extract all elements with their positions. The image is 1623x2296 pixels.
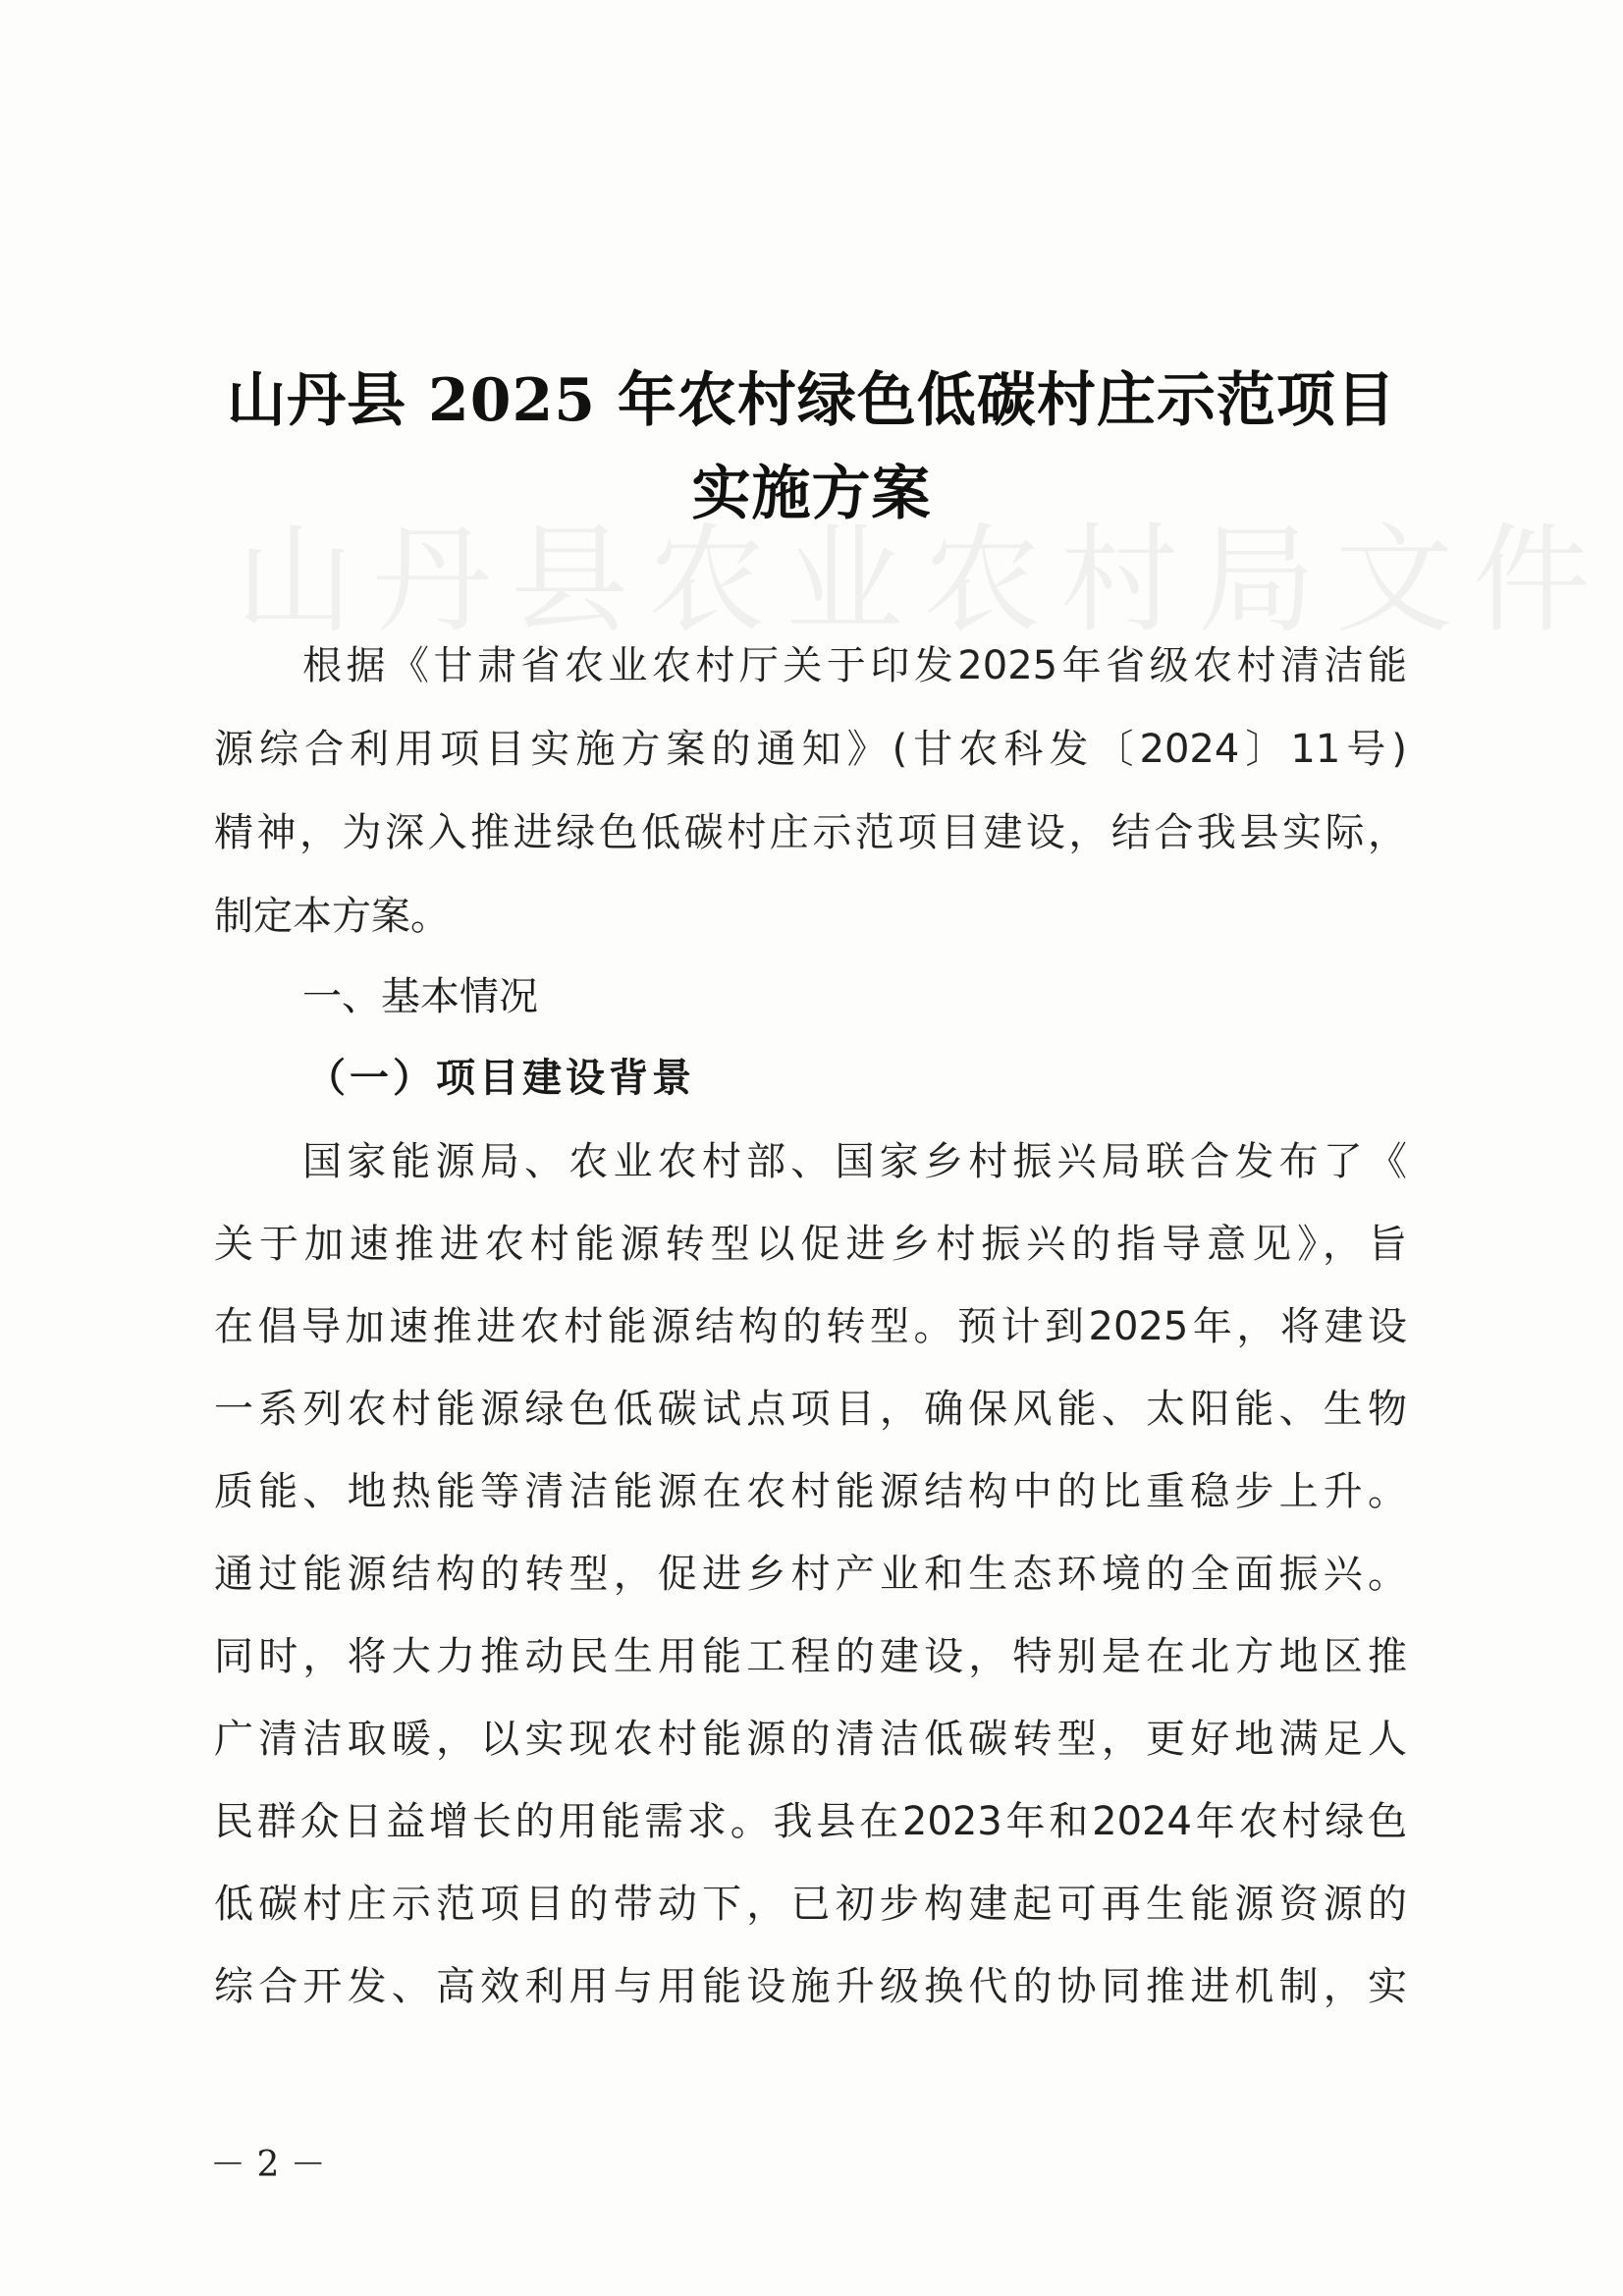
paragraph-2-line: 同时，将大力推动民生用能工程的建设，特别是在北方地区推 [214, 1634, 1407, 1679]
paragraph-1-line: 制定本方案。 [214, 894, 450, 939]
paragraph-2-line: 广清洁取暖，以实现农村能源的清洁低碳转型，更好地满足人 [214, 1717, 1407, 1762]
paragraph-1-line: 根据《甘肃省农业农村厅关于印发2025年省级农村清洁能 [302, 643, 1407, 688]
paragraph-2-line: 在倡导加速推进农村能源结构的转型。预计到2025年，将建设 [214, 1304, 1407, 1349]
document-title-line-2: 实施方案 [691, 460, 932, 528]
subsection-heading: （一）项目建设背景 [306, 1056, 695, 1101]
paragraph-2-line: 民群众日益增长的用能需求。我县在2023年和2024年农村绿色 [214, 1799, 1407, 1844]
paragraph-2-line: 关于加速推进农村能源转型以促进乡村振兴的指导意见》，旨 [214, 1222, 1407, 1267]
paragraph-2-line: 一系列农村能源绿色低碳试点项目，确保风能、太阳能、生物 [214, 1387, 1407, 1432]
paragraph-1-line: 源综合利用项目实施方案的通知》(甘农科发〔2024〕11号) [214, 727, 1407, 772]
page-number: － 2 － [210, 2145, 326, 2185]
paragraph-2-line: 综合开发、高效利用与用能设施升级换代的协同推进机制，实 [214, 1964, 1407, 2009]
paragraph-2-line: 国家能源局、农业农村部、国家乡村振兴局联合发布了《 [302, 1139, 1407, 1184]
paragraph-2-line: 低碳村庄示范项目的带动下，已初步构建起可再生能源资源的 [214, 1882, 1407, 1927]
document-title-line-1: 山丹县 2025 年农村绿色低碳村庄示范项目 [227, 366, 1396, 435]
paragraph-2-line: 质能、地热能等清洁能源在农村能源结构中的比重稳步上升。 [214, 1469, 1407, 1514]
paragraph-2-line: 通过能源结构的转型，促进乡村产业和生态环境的全面振兴。 [214, 1552, 1407, 1597]
show-through-text: 山丹县农业农村局文件 [236, 513, 1610, 649]
section-heading: 一、基本情况 [302, 974, 538, 1019]
paragraph-1-line: 精神，为深入推进绿色低碳村庄示范项目建设，结合我县实际， [214, 810, 1407, 855]
